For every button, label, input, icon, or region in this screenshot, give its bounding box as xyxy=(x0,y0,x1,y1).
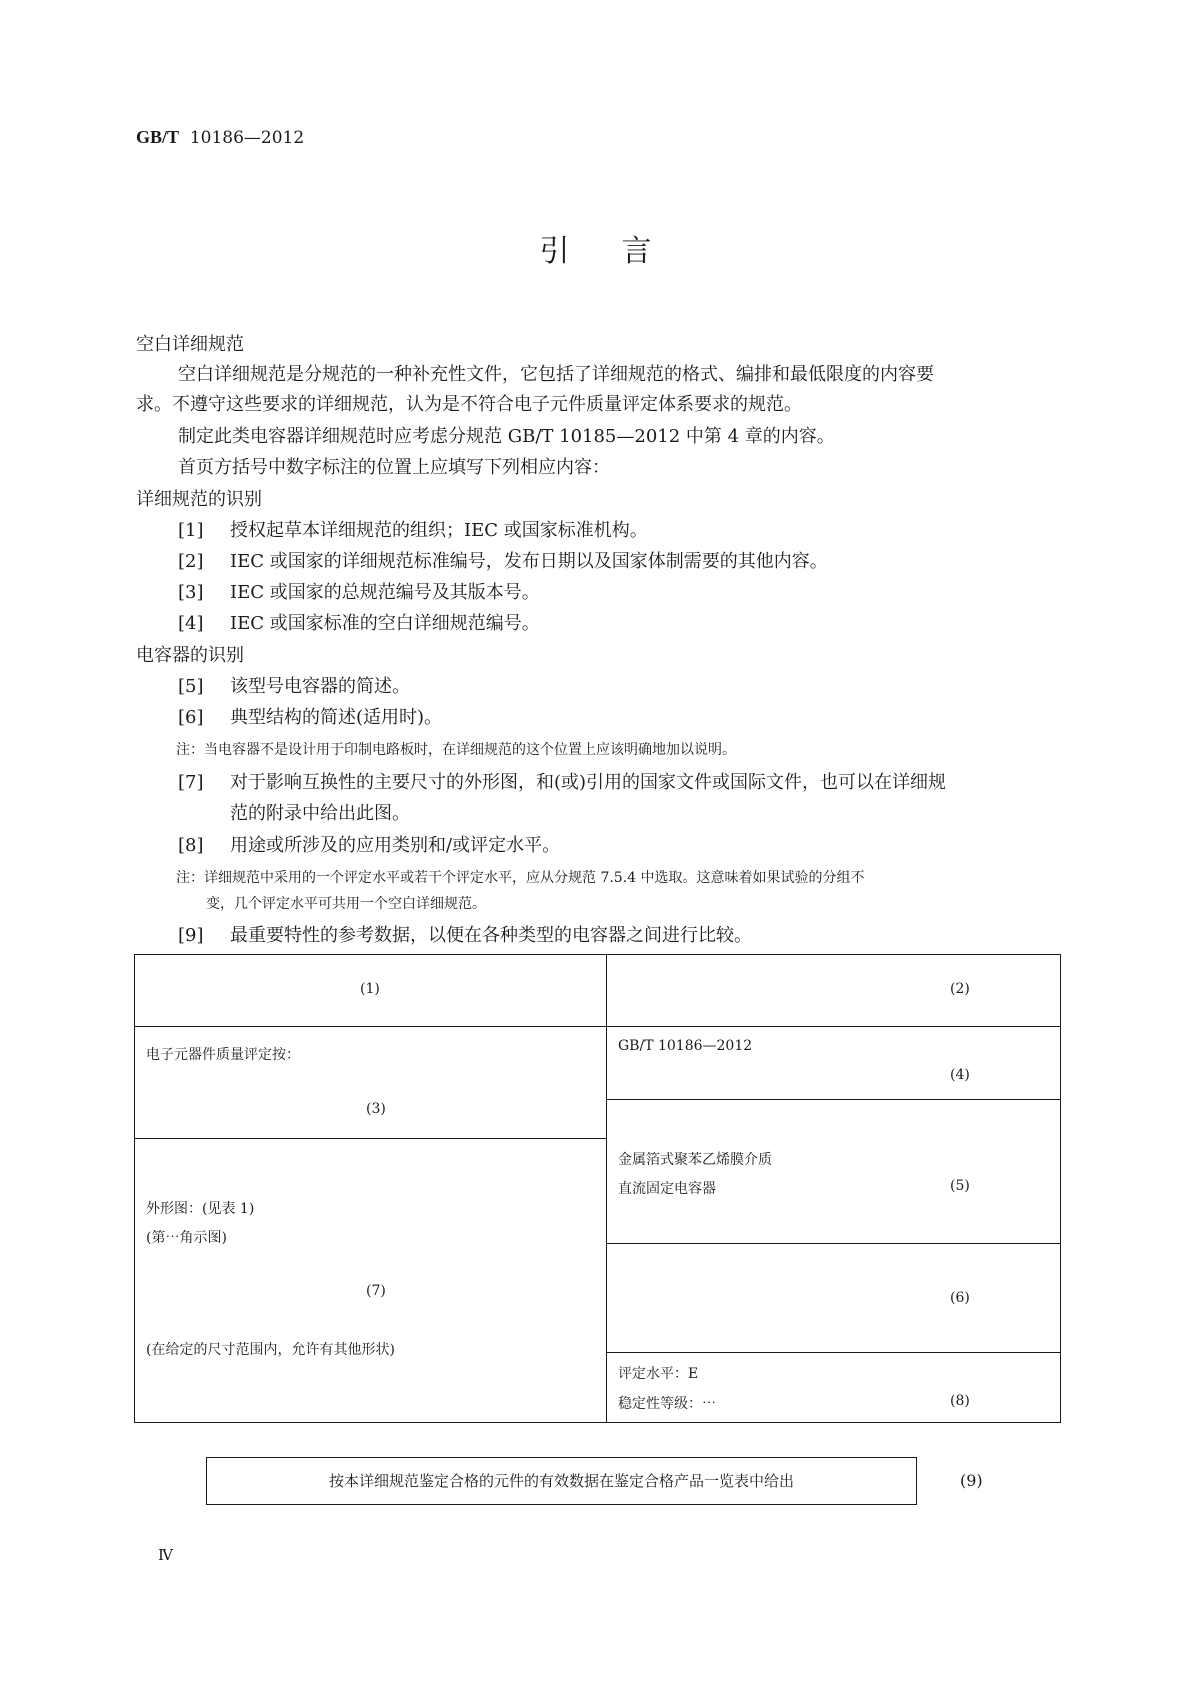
table-marker-6: (6) xyxy=(950,1290,970,1306)
note-label: 注： xyxy=(176,870,204,886)
item-text: IEC 或国家的详细规范标准编号，发布日期以及国家体制需要的其他内容。 xyxy=(230,551,828,572)
table-marker-5: (5) xyxy=(950,1178,970,1194)
item-number: [7] xyxy=(178,772,204,793)
product-name-line-1: 金属箔式聚苯乙烯膜介质 xyxy=(618,1152,772,1168)
table-divider xyxy=(606,1352,1061,1353)
list-item xyxy=(178,547,828,577)
list-item xyxy=(178,672,410,702)
table-divider xyxy=(606,1099,1061,1100)
stability-grade: 稳定性等级：⋯ xyxy=(618,1396,716,1412)
assessment-label: 电子元器件质量评定按： xyxy=(146,1047,300,1063)
assessment-level: 评定水平：E xyxy=(618,1366,699,1382)
table-marker-2: (2) xyxy=(950,981,970,997)
note-2-continuation: 变，几个评定水平可共用一个空白详细规范。 xyxy=(206,896,486,912)
item-text: 最重要特性的参考数据，以便在各种类型的电容器之间进行比较。 xyxy=(230,925,752,946)
table-marker-3: (3) xyxy=(366,1101,386,1117)
list-item xyxy=(178,609,540,639)
qualified-products-note: 按本详细规范鉴定合格的元件的有效数据在鉴定合格产品一览表中给出 xyxy=(206,1457,917,1505)
table-marker-1: (1) xyxy=(360,981,380,997)
section-heading-blank-spec: 空白详细规范 xyxy=(136,334,244,355)
item-number: [2] xyxy=(178,551,204,572)
item-number: [4] xyxy=(178,613,204,634)
table-marker-7: (7) xyxy=(366,1283,386,1299)
item-text: 该型号电容器的简述。 xyxy=(230,676,410,697)
item-number: [1] xyxy=(178,520,204,541)
table-marker-4: (4) xyxy=(950,1067,970,1083)
item-text-continuation: 范的附录中给出此图。 xyxy=(230,803,410,824)
section-heading-spec-id: 详细规范的识别 xyxy=(136,489,262,510)
paragraph-1-line-2: 求。不遵守这些要求的详细规范，认为是不符合电子元件质量评定体系要求的规范。 xyxy=(136,394,802,415)
spec-number: GB/T 10186—2012 xyxy=(618,1038,753,1054)
table-marker-9: (9) xyxy=(960,1471,983,1490)
list-item xyxy=(178,768,946,798)
paragraph-2: 制定此类电容器详细规范时应考虑分规范 GB/T 10185—2012 中第 4 章的内容。 xyxy=(178,426,835,447)
note-text: 当电容器不是设计用于印制电路板时，在详细规范的这个位置上应该明确地加以说明。 xyxy=(204,742,736,758)
list-item xyxy=(178,921,752,951)
page-number: Ⅳ xyxy=(158,1546,173,1564)
product-name-line-2: 直流固定电容器 xyxy=(618,1181,716,1197)
paragraph-1-line-1: 空白详细规范是分规范的一种补充性文件，它包括了详细规范的格式、编排和最低限度的内容要 xyxy=(178,364,934,385)
table-divider xyxy=(134,1138,606,1139)
outline-note: (在给定的尺寸范围内，允许有其他形状) xyxy=(146,1342,395,1358)
table-marker-8: (8) xyxy=(950,1393,970,1409)
table-divider xyxy=(606,1243,1061,1244)
item-text: 典型结构的简述(适用时)。 xyxy=(230,707,443,728)
note-2 xyxy=(176,866,865,890)
item-text: IEC 或国家标准的空白详细规范编号。 xyxy=(230,613,540,634)
list-item xyxy=(178,578,540,608)
item-text: 用途或所涉及的应用类别和/或评定水平。 xyxy=(230,835,561,856)
item-number: [8] xyxy=(178,835,204,856)
item-text: IEC 或国家的总规范编号及其版本号。 xyxy=(230,582,540,603)
page-title: 引言 xyxy=(539,234,704,269)
list-item xyxy=(178,516,648,546)
paragraph-3: 首页方括号中数字标注的位置上应填写下列相应内容： xyxy=(178,457,610,478)
standard-prefix: GB/T xyxy=(136,127,180,147)
item-number: [3] xyxy=(178,582,204,603)
note-1 xyxy=(176,738,736,762)
note-text: 详细规范中采用的一个评定水平或若干个评定水平，应从分规范 7.5.4 中选取。这意味着如果试验的分组不 xyxy=(204,870,865,886)
item-number: [5] xyxy=(178,676,204,697)
item-text: 授权起草本详细规范的组织；IEC 或国家标准机构。 xyxy=(230,520,648,541)
list-item xyxy=(178,831,560,861)
outline-angle-label: (第⋯角示图) xyxy=(146,1230,227,1246)
item-number: [9] xyxy=(178,925,204,946)
item-text: 对于影响互换性的主要尺寸的外形图，和(或)引用的国家文件或国际文件，也可以在详细规 xyxy=(230,772,947,793)
item-number: [6] xyxy=(178,707,204,728)
note-label: 注： xyxy=(176,742,204,758)
table-divider xyxy=(134,1026,1061,1027)
standard-number: 10186—2012 xyxy=(189,128,305,148)
standard-code xyxy=(136,127,304,148)
list-item xyxy=(178,703,442,733)
outline-drawing-label: 外形图：(见表 1) xyxy=(146,1201,255,1217)
section-heading-capacitor-id: 电容器的识别 xyxy=(136,645,244,666)
